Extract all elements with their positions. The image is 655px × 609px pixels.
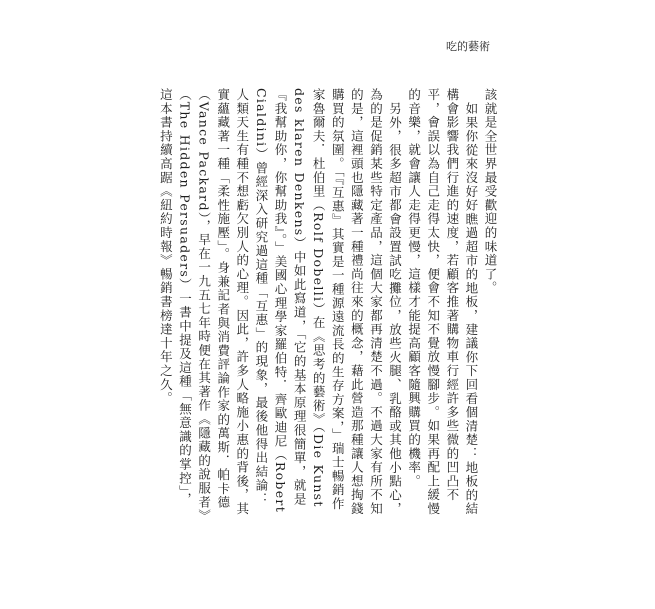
paragraph-1: 該就是全世界最受歡迎的味道了。 bbox=[483, 88, 498, 295]
paragraph-3: 另外，很多超市都會設置試吃攤位，放些火腿、乳酪或其他小點心，為的是促銷某些特定產品，這個大家都再清楚不過。不過大家有所不知的是，這裡頭也隱藏著一種禮尚往來的概念，藉此營造那種讓人想掏錢購買的氛圍。「『互惠』其實是一種源遠流長的生存方案，」瑞士暢銷作家魯爾夫．杜伯里（Rolf Dobelli）在《思考的藝術》（Die Kunst des klaren Denkens）中如此寫道，「它的基本原理很簡單，就是『我幫助你，你幫助我』。」美國心理學家羅伯特．齊歐迪尼（Robert Cialdini）曾經深入研究過這種「互惠」的現象，最後他得出結論：人類天生有種不想虧欠別人的心理。因此，許多人略施小惠的背後，其實蘊藏著一種「柔性施壓」。身兼記者與消費評論作家的萬斯．帕卡德（Vance Packard），早在一九五七年時便在其著作《隱藏的說服者》（The Hidden Persuaders）一書中提及這種「無意識的掌控」，這本書持續高踞《紐約時報》暢銷書榜達十年之久。 bbox=[158, 88, 403, 517]
paragraph-2: 如果你從來沒好好瞧過超市的地板，建議你下回看個清楚：地板的結構會影響我們行進的速度，若顧客推著購物車行經許多些微的凹凸不平，會誤以為自己走得太快，便會不知不覺放慢腳步。如果再配上緩慢的音樂，就會讓人走得更慢，這樣才能提高顧客隨興購買的機率。 bbox=[406, 88, 479, 516]
body-text bbox=[158, 88, 500, 518]
running-header: 吃的藝術 bbox=[446, 40, 490, 53]
